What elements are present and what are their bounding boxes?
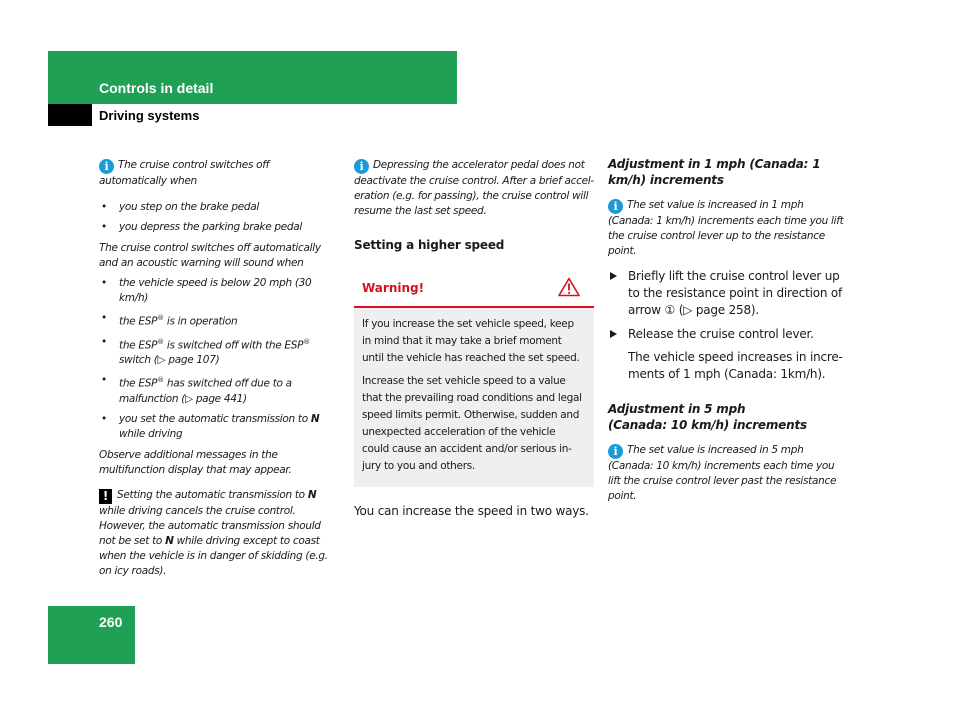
info-icon: i (99, 159, 114, 174)
subsection-title: Driving systems (99, 108, 200, 123)
list-item: • you step on the brake pedal (99, 200, 339, 215)
info-icon: i (354, 159, 369, 174)
section-heading: Setting a higher speed (354, 238, 505, 252)
list-item: • you depress the parking brake pedal (99, 220, 339, 235)
paragraph: The cruise control switches off automatically and an acoustic warning will sound when (99, 242, 321, 269)
instruction-step: Release the cruise control lever. (608, 326, 848, 343)
column-right (608, 156, 848, 504)
caution-note: ! Setting the automatic transmission to N while driving cancels the cruise control. However, the automatic transmission should not be set to N while driving except to coast when the vehicle is in danger of skidding (e.g. on icy roads). (99, 488, 328, 577)
page-number: 260 (99, 614, 123, 630)
info-icon: i (608, 199, 623, 214)
paragraph: Observe additional messages in the multifunction display that may appear. (99, 448, 292, 476)
exclamation-icon: ! (99, 489, 112, 504)
info-note: i Depressing the accelerator pedal does not deactivate the cruise control. After a brief accel-eration (e.g. for passing), the cruise control will resume the last set speed. (354, 159, 594, 217)
list-item: • the ESP® is switched off with the ESP® switch (▷ page 107) (99, 335, 339, 369)
info-note: i The set value is increased in 1 mph (Canada: 1 km/h) increments each time you lift the cruise control lever up to the resistance point. (608, 199, 844, 257)
warning-label: Warning! (362, 281, 425, 295)
header-band (48, 51, 457, 104)
warning-text: If you increase the set vehicle speed, keep in mind that it may take a brief moment until the vehicle has reached the set speed. (362, 318, 580, 364)
warning-text: Increase the set vehicle speed to a value that the prevailing road conditions and legal speed limits permit. Otherwise, sudden and unexpected acceleration of the vehicle could cause an accident and/or serious in-jury to you and others. (362, 375, 582, 472)
list-item: • the ESP® is in operation (99, 311, 339, 330)
warning-header (354, 270, 594, 308)
info-note: i The set value is increased in 5 mph (Canada: 10 km/h) increments each time you lift the cruise control lever past the resistance point. (608, 444, 837, 502)
sub-heading: Adjustment in 5 mph (Canada: 10 km/h) increments (608, 402, 807, 432)
column-middle (354, 156, 594, 520)
step-result: The vehicle speed increases in incre-ments of 1 mph (Canada: 1km/h). (628, 350, 843, 381)
section-title: Controls in detail (99, 80, 214, 96)
info-note: i The cruise control switches off automatically when (99, 159, 270, 187)
list-item: • the ESP® has switched off due to a malfunction (▷ page 441) (99, 373, 339, 407)
paragraph: You can increase the speed in two ways. (354, 504, 589, 518)
list-item: • the vehicle speed is below 20 mph (30 km/h) (99, 276, 339, 306)
warning-triangle-icon (558, 277, 580, 297)
instruction-step: Briefly lift the cruise control lever up to the resistance point in direction of arrow ① (▷ page 258). (608, 268, 848, 319)
warning-box (354, 270, 594, 487)
warning-body (354, 308, 594, 487)
sub-heading: Adjustment in 1 mph (Canada: 1 km/h) increments (608, 157, 821, 187)
section-marker (48, 104, 92, 126)
list-item: • you set the automatic transmission to N while driving (99, 412, 339, 442)
info-icon: i (608, 444, 623, 459)
column-left (99, 156, 339, 579)
